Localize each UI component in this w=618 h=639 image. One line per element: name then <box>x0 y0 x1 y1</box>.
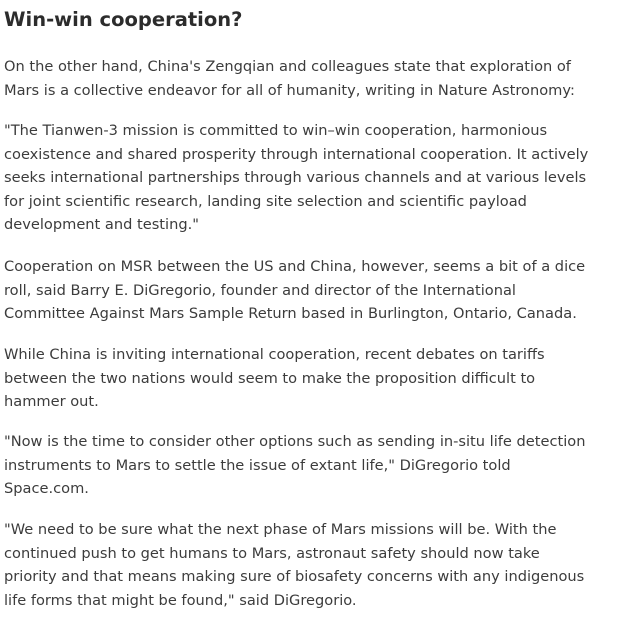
paragraph-intro <box>4 55 616 102</box>
paragraph-quote-biosafety <box>4 518 616 612</box>
paragraph-line: Committee Against Mars Sample Return based in Burlington, Ontario, Canada. <box>4 305 577 323</box>
paragraph-line: continued push to get humans to Mars, astronaut safety should now take <box>4 544 540 562</box>
paragraph-line: life forms that might be found," said DiGregorio. <box>4 591 357 609</box>
paragraph-line: development and testing." <box>4 216 199 234</box>
paragraph-line: instruments to Mars to settle the issue of extant life," DiGregorio told <box>4 456 511 474</box>
paragraph-line: priority and that means making sure of biosafety concerns with any indigenous <box>4 568 585 586</box>
paragraph-line: coexistence and shared prosperity through international cooperation. It actively <box>4 145 589 163</box>
paragraph-line: Mars is a collective endeavor for all of humanity, writing in Nature Astronomy: <box>4 81 575 99</box>
paragraph-line: On the other hand, China's Zengqian and colleagues state that exploration of <box>4 58 571 75</box>
paragraph-line: for joint scientific research, landing site selection and scientific payload <box>4 192 527 210</box>
paragraph-line: "We need to be sure what the next phase of Mars missions will be. With the <box>4 521 557 538</box>
paragraph-line: While China is inviting international cooperation, recent debates on tariffs <box>4 346 545 363</box>
paragraph-line: between the two nations would seem to make the proposition difficult to <box>4 369 536 387</box>
paragraph-line: "Now is the time to consider other options such as sending in-situ life detection <box>4 433 586 450</box>
paragraph-line: roll, said Barry E. DiGregorio, founder and director of the International <box>4 281 516 299</box>
paragraph-tariffs <box>4 343 616 414</box>
paragraph-line: Space.com. <box>4 480 89 498</box>
paragraph-line: "The Tianwen-3 mission is committed to win–win cooperation, harmonious <box>4 122 548 139</box>
paragraph-quote-options <box>4 430 616 501</box>
paragraph-quote-tianwen <box>4 119 616 237</box>
paragraph-line: seeks international partnerships through various channels and at various levels <box>4 169 587 187</box>
paragraph-cooperation-msr <box>4 255 616 326</box>
paragraph-line: Cooperation on MSR between the US and China, however, seems a bit of a dice <box>4 258 586 275</box>
section-heading: Win-win cooperation? <box>4 8 243 31</box>
paragraph-line: hammer out. <box>4 393 99 411</box>
